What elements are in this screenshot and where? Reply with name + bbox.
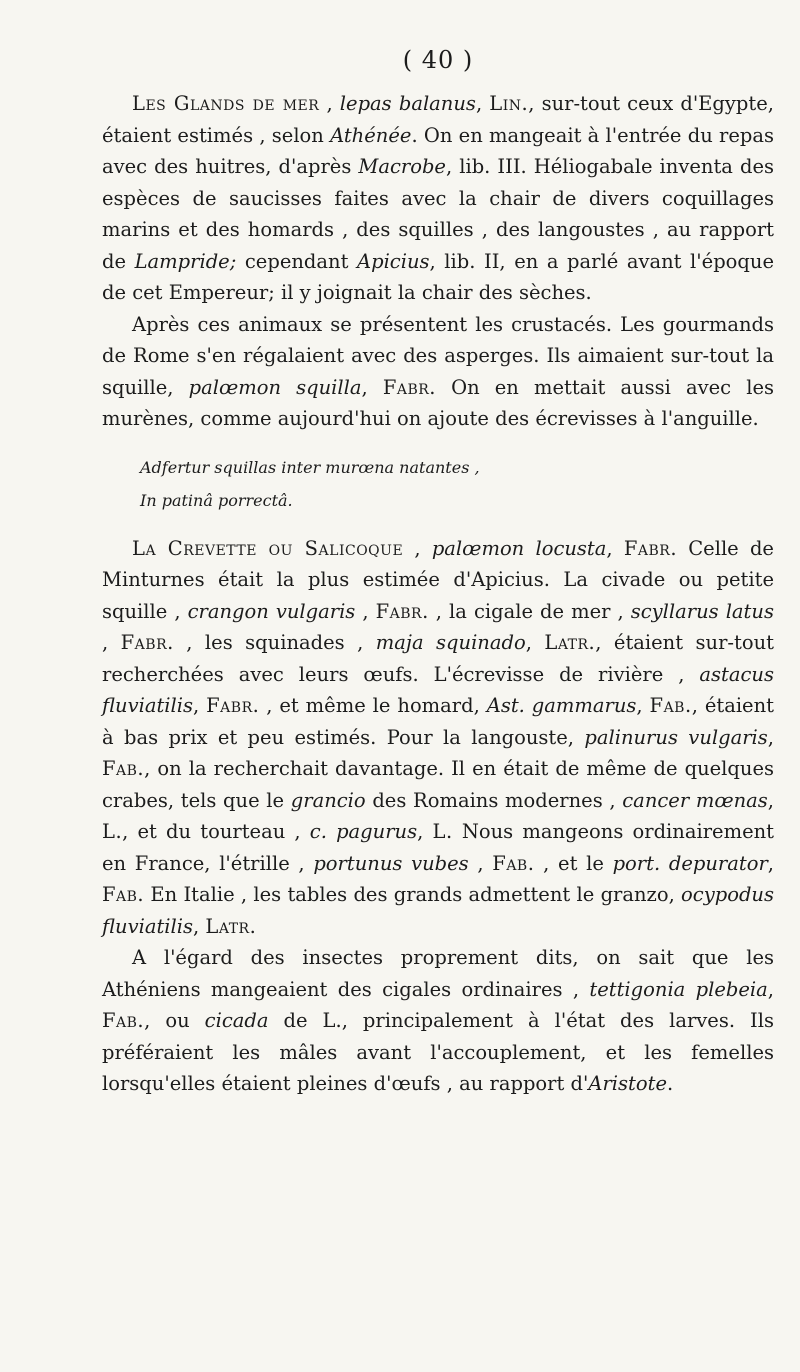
text-run: Après ces animaux se présentent les crustacés. Les gourmands de Rome s'en régalaient avec des asperges. Ils aimaient sur-tout la squille, [102, 312, 774, 399]
text-run: , étaient sur-tout recherchées avec leurs œufs. L'écrevisse de rivière , [102, 631, 774, 686]
species-name: palœmon locusta [431, 536, 607, 560]
text-run: des Romains modernes , [365, 788, 623, 812]
paragraph-crevette [102, 533, 774, 943]
page-number: ( 40 ) [402, 46, 474, 74]
text-run: En Italie , les tables des grands admettent le granzo, [144, 883, 682, 906]
text-run: , on la recherchait davantage. Il en était de même de quelques crabes, tels que le [102, 757, 774, 812]
text-run: , et même le homard, [259, 694, 487, 717]
species-name: palinurus vulgaris [584, 725, 768, 749]
quote-line-2: In patinâ porrectâ. [140, 490, 293, 510]
author-abbrev: Fab. [102, 1009, 145, 1032]
text-run: , [468, 851, 493, 875]
species-name: cancer mœnas [622, 788, 768, 812]
species-name: scyllarus latus [630, 599, 774, 623]
text-run: , [606, 536, 624, 560]
text-run: , [102, 631, 121, 654]
text-run: , [193, 914, 206, 938]
author-abbrev: Fabr. [382, 375, 436, 399]
author-abbrev: Fabr. [206, 694, 260, 717]
author-abbrev: Fab. [102, 757, 145, 780]
author-abbrev: L. [102, 820, 123, 843]
species-name: tettigonia plebeia [589, 977, 768, 1001]
text-run: , [767, 977, 774, 1001]
text-run: , [355, 599, 376, 623]
paragraph-barnacles [102, 88, 774, 309]
author-name: Aristote [588, 1072, 667, 1095]
species-name: cicada [204, 1009, 269, 1032]
text-run: , lib. II, en a parlé avant l'époque de cet Empereur; il y joignait la chair des sèches. [102, 249, 774, 304]
heading-glands-de-mer: Les Glands de mer [132, 92, 320, 115]
text-run: A l'égard des insectes proprement dits, on sait que les Athéniens mangeaient des cigales ordinaires , [102, 946, 774, 1001]
text-run: , [525, 631, 545, 654]
quote-line-1: Adfertur squillas inter murœna natantes , [140, 457, 480, 477]
text-run: , [475, 92, 490, 115]
text-run: , et du tourteau , [122, 820, 310, 843]
text-run: , [417, 820, 433, 843]
text-run: , [403, 536, 432, 560]
latin-quotation [140, 451, 774, 517]
species-name: crangon vulgaris [187, 599, 356, 623]
author-abbrev: Fabr. [375, 599, 429, 623]
text-run: , ou [144, 1009, 205, 1032]
species-name: port. depurator [612, 851, 768, 875]
author-name: Macrobe [358, 155, 446, 178]
text-run: , sur-tout ceux d'Egypte, étaient estimés , selon [102, 92, 774, 147]
text-run: , et le [534, 851, 613, 875]
text-run: , étaient à bas prix et peu estimés. Pour la langouste, [102, 694, 774, 749]
species-name: maja squinado [375, 631, 526, 654]
text-run: , [767, 788, 774, 812]
paragraph-crustaceans [102, 309, 774, 435]
paragraph-insects [102, 942, 774, 1100]
species-name: astacus fluviatilis [102, 662, 774, 717]
author-abbrev: Latr. [205, 914, 257, 938]
author-name: Apicius [357, 249, 430, 273]
text-run: , la cigale de mer , [428, 599, 631, 623]
text-run: Nous mangeons ordinairement en France, l'étrille , [102, 820, 775, 875]
author-abbrev: Fabr. [120, 631, 174, 654]
author-name: Athénée [330, 123, 412, 147]
species-name: palœmon squilla [188, 375, 362, 399]
text-run: , [361, 375, 383, 399]
text-run: On en mettait aussi avec les murènes, comme aujourd'hui on ajoute des écrevisses à l'anguille. [102, 375, 774, 430]
text-run: . On en mangeait à l'entrée du repas avec des huitres, d'après [102, 123, 774, 178]
text-run: , [767, 725, 774, 749]
species-name: c. pagurus [309, 820, 418, 843]
text-run: , [636, 694, 650, 717]
author-abbrev: Fabr. [623, 536, 678, 560]
author-abbrev: Fab. [649, 694, 692, 717]
species-name: portunus vubes [313, 851, 469, 875]
author-abbrev: Fab. [492, 851, 535, 875]
text-run: cependant [244, 249, 357, 273]
author-abbrev: Fab. [102, 883, 145, 906]
heading-crevette: La Crevette ou Salicoque [132, 536, 404, 560]
species-name: Ast. gammarus [486, 694, 637, 717]
text-run: de L., principalement à l'état des larves. Ils préféraient les mâles avant l'accouplement, et les femelles lorsqu'elles étaient pleines d'œufs , au rapport d' [102, 1009, 774, 1095]
author-abbrev: L. [432, 820, 453, 843]
species-name: ocypodus fluviatilis [102, 883, 774, 938]
text-run: , [319, 92, 340, 115]
author-name: Lampride; [134, 249, 245, 273]
text-run: , [193, 694, 207, 717]
author-abbrev: Lin. [489, 92, 529, 115]
species-name: lepas balanus [339, 92, 476, 115]
text-run: Celle de Minturnes était la plus estimée d'Apicius. La civade ou petite squille , [102, 536, 774, 623]
text-run: , [767, 851, 774, 875]
text-run: , lib. III. Héliogabale inventa des espèces de saucisses faites avec la chair de divers coquillages marins et des homards , des squilles , des langoustes , au rapport de [102, 155, 774, 273]
text-run: , les squinades , [173, 631, 376, 654]
document-page [102, 46, 774, 1100]
author-abbrev: Latr. [544, 631, 596, 654]
species-name: grancio [290, 788, 366, 812]
text-run: . [667, 1072, 674, 1095]
